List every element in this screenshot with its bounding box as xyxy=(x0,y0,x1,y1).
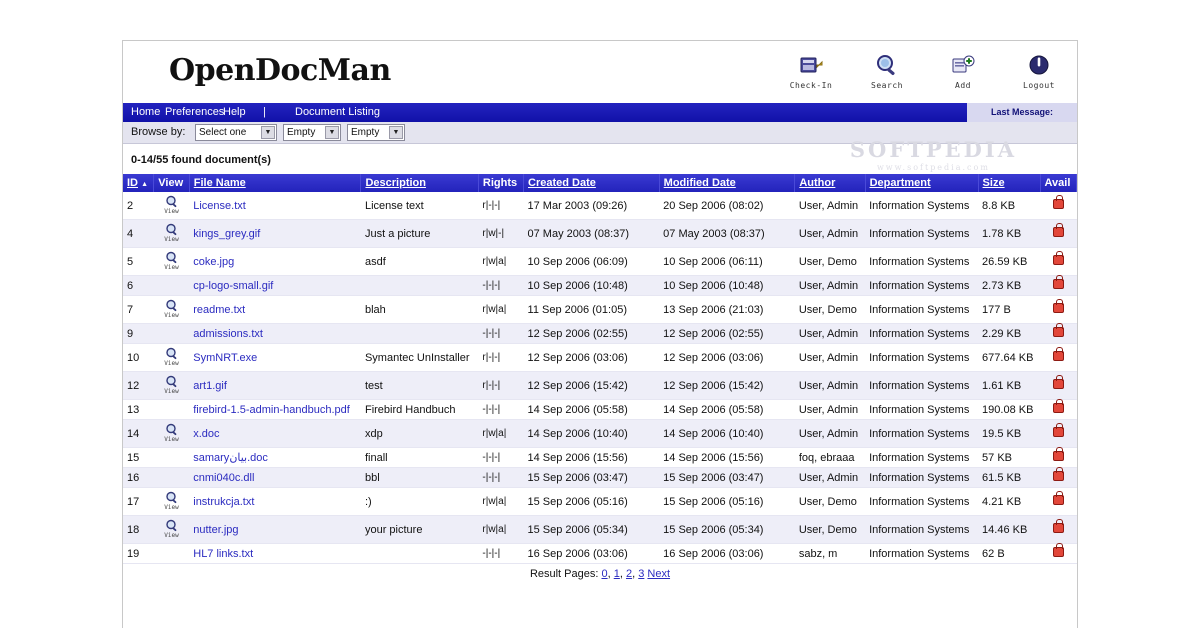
cell-size: 177 B xyxy=(978,296,1040,324)
cell-rights: r|w|a| xyxy=(478,488,523,516)
pager-next-link[interactable]: Next xyxy=(647,568,671,580)
table-body xyxy=(123,192,1077,564)
table-row xyxy=(123,324,1077,344)
pager-label: Result Pages: xyxy=(529,568,599,580)
document-list-table xyxy=(123,174,1077,564)
pager-page-3[interactable] xyxy=(635,568,644,580)
top-toolbar xyxy=(783,49,1067,90)
cell-description: your picture xyxy=(361,516,478,544)
cell-department: Information Systems xyxy=(865,420,978,448)
cell-file-name[interactable] xyxy=(189,448,361,468)
check-in-icon xyxy=(783,49,839,79)
cell-author: User, Admin xyxy=(795,344,865,372)
browse-select-two[interactable] xyxy=(283,124,341,141)
view-document-button[interactable] xyxy=(164,423,178,443)
table-row xyxy=(123,448,1077,468)
file-name-link[interactable]: License.txt xyxy=(193,199,246,212)
cell-view[interactable] xyxy=(154,488,189,516)
cell-modified-date: 15 Sep 2006 (03:47) xyxy=(659,468,795,488)
cell-department: Information Systems xyxy=(865,192,978,220)
cell-id: 12 xyxy=(123,372,154,400)
cell-view[interactable] xyxy=(154,372,189,400)
toolbar-logout-label: Logout xyxy=(1023,81,1055,90)
cell-file-name[interactable] xyxy=(189,420,361,448)
cell-author: User, Admin xyxy=(795,276,865,296)
column-header-id[interactable]: ID ▲ xyxy=(123,174,154,192)
view-document-button[interactable] xyxy=(164,299,178,319)
cell-file-name[interactable] xyxy=(189,344,361,372)
cell-description: License text xyxy=(361,192,478,220)
chevron-down-icon: ▼ xyxy=(325,126,339,139)
cell-created-date: 14 Sep 2006 (10:40) xyxy=(524,420,660,448)
watermark-subtext: www.softpedia.com xyxy=(876,163,990,172)
cell-modified-date: 14 Sep 2006 (15:56) xyxy=(659,448,795,468)
result-pager xyxy=(123,564,1077,586)
file-name-link[interactable]: HL7 links.txt xyxy=(193,547,254,560)
cell-file-name[interactable] xyxy=(189,296,361,324)
cell-view xyxy=(154,468,189,488)
nav-document-listing[interactable]: Document Listing xyxy=(295,106,380,118)
cell-avail xyxy=(1040,276,1077,296)
cell-file-name[interactable] xyxy=(189,192,361,220)
cell-description xyxy=(361,276,478,296)
browse-select-one[interactable] xyxy=(195,124,277,141)
cell-modified-date: 10 Sep 2006 (10:48) xyxy=(659,276,795,296)
cell-avail xyxy=(1040,420,1077,448)
table-row xyxy=(123,420,1077,448)
lock-icon xyxy=(1053,547,1064,557)
pager-links[interactable] xyxy=(601,568,670,580)
cell-rights: -|-|-| xyxy=(478,400,523,420)
cell-created-date: 14 Sep 2006 (05:58) xyxy=(524,400,660,420)
cell-modified-date: 14 Sep 2006 (05:58) xyxy=(659,400,795,420)
column-header-avail: Avail xyxy=(1040,174,1077,192)
cell-id: 16 xyxy=(123,468,154,488)
cell-size: 1.61 KB xyxy=(978,372,1040,400)
file-name-link[interactable]: cp-logo-small.gif xyxy=(193,279,274,292)
lock-icon xyxy=(1053,279,1064,289)
cell-author: User, Demo xyxy=(795,488,865,516)
cell-size: 190.08 KB xyxy=(978,400,1040,420)
column-header-rights: Rights xyxy=(478,174,523,192)
lock-icon xyxy=(1053,495,1064,505)
cell-modified-date: 12 Sep 2006 (15:42) xyxy=(659,372,795,400)
toolbar-search-label: Search xyxy=(871,81,903,90)
cell-avail xyxy=(1040,220,1077,248)
table-row xyxy=(123,488,1077,516)
cell-description xyxy=(361,324,478,344)
nav-preferences[interactable]: Preferences xyxy=(165,106,225,118)
file-name-link[interactable]: nutter.jpg xyxy=(193,523,239,536)
view-label: View xyxy=(164,264,179,271)
cell-description xyxy=(361,544,478,564)
cell-description: Firebird Handbuch xyxy=(361,400,478,420)
cell-view[interactable] xyxy=(154,220,189,248)
cell-file-name[interactable] xyxy=(189,248,361,276)
app-header xyxy=(123,41,1077,103)
view-label: View xyxy=(164,360,179,367)
view-document-button[interactable] xyxy=(164,223,178,243)
lock-icon xyxy=(1053,255,1064,265)
nav-help[interactable]: Help xyxy=(223,106,246,118)
watermark-text: SOFTPEDIA xyxy=(849,137,1017,162)
toolbar-check-in[interactable] xyxy=(783,49,839,90)
column-header-modified-date[interactable]: Modified Date xyxy=(659,174,795,192)
cell-created-date: 11 Sep 2006 (01:05) xyxy=(524,296,660,324)
view-label: View xyxy=(164,504,179,511)
cell-id: 5 xyxy=(123,248,154,276)
cell-view xyxy=(154,400,189,420)
cell-author: User, Admin xyxy=(795,372,865,400)
search-icon xyxy=(859,49,915,79)
file-name-link[interactable]: instrukcja.txt xyxy=(193,495,255,508)
lock-icon xyxy=(1053,451,1064,461)
cell-size: 4.21 KB xyxy=(978,488,1040,516)
cell-size: 19.5 KB xyxy=(978,420,1040,448)
column-header-file-name[interactable]: File Name xyxy=(189,174,361,192)
table-row xyxy=(123,400,1077,420)
file-name-link[interactable]: x.doc xyxy=(193,427,220,440)
cell-avail xyxy=(1040,488,1077,516)
browse-by-label: Browse by: xyxy=(131,126,186,138)
cell-file-name[interactable] xyxy=(189,516,361,544)
cell-file-name[interactable] xyxy=(189,488,361,516)
cell-description: Symantec UnInstaller xyxy=(361,344,478,372)
cell-department: Information Systems xyxy=(865,296,978,324)
table-header-row xyxy=(123,174,1077,192)
cell-author: User, Admin xyxy=(795,468,865,488)
cell-modified-date: 15 Sep 2006 (05:16) xyxy=(659,488,795,516)
browse-select-two-value: Empty xyxy=(287,127,316,138)
browse-bar xyxy=(123,122,1077,144)
cell-file-name[interactable] xyxy=(189,372,361,400)
cell-avail xyxy=(1040,192,1077,220)
pager-page-1[interactable]: 1, xyxy=(613,568,623,580)
cell-department: Information Systems xyxy=(865,324,978,344)
cell-size: 2.73 KB xyxy=(978,276,1040,296)
cell-created-date: 15 Sep 2006 (03:47) xyxy=(524,468,660,488)
table-row xyxy=(123,544,1077,564)
cell-view[interactable] xyxy=(154,516,189,544)
cell-author: User, Admin xyxy=(795,324,865,344)
pager-page-2[interactable]: 2, xyxy=(625,568,636,580)
cell-id: 13 xyxy=(123,400,154,420)
lock-icon xyxy=(1053,303,1064,313)
cell-author: User, Admin xyxy=(795,220,865,248)
cell-rights: -|-|-| xyxy=(478,276,523,296)
cell-file-name[interactable] xyxy=(189,544,361,564)
logout-icon xyxy=(1011,49,1067,79)
cell-created-date: 14 Sep 2006 (15:56) xyxy=(524,448,660,468)
file-name-link[interactable]: samaryبيان.doc xyxy=(193,452,268,464)
cell-author: User, Demo xyxy=(795,296,865,324)
view-label: View xyxy=(164,436,179,443)
cell-file-name[interactable] xyxy=(189,400,361,420)
file-name-link[interactable]: SymNRT.exe xyxy=(193,351,258,364)
cell-description: bbl xyxy=(361,468,478,488)
table-header xyxy=(123,174,1077,192)
cell-author: User, Admin xyxy=(795,420,865,448)
toolbar-logout[interactable] xyxy=(1011,49,1067,90)
pager-next[interactable] xyxy=(644,568,670,580)
table-row xyxy=(123,276,1077,296)
cell-rights: r|-|-| xyxy=(478,344,523,372)
file-name-link[interactable]: admissions.txt xyxy=(193,327,263,340)
file-name-link[interactable]: art1.gif xyxy=(193,379,227,392)
file-name-link[interactable]: firebird-1.5-admin-handbuch.pdf xyxy=(193,403,350,416)
cell-created-date: 17 Mar 2003 (09:26) xyxy=(524,192,660,220)
cell-author: User, Demo xyxy=(795,516,865,544)
cell-department: Information Systems xyxy=(865,516,978,544)
lock-icon xyxy=(1053,471,1064,481)
lock-icon xyxy=(1053,199,1064,209)
cell-size: 8.8 KB xyxy=(978,192,1040,220)
cell-created-date: 12 Sep 2006 (15:42) xyxy=(524,372,660,400)
cell-view xyxy=(154,544,189,564)
column-header-view: View xyxy=(154,174,189,192)
cell-view xyxy=(154,276,189,296)
cell-rights: r|w|a| xyxy=(478,296,523,324)
cell-id: 14 xyxy=(123,420,154,448)
cell-modified-date: 10 Sep 2006 (06:11) xyxy=(659,248,795,276)
cell-id: 6 xyxy=(123,276,154,296)
cell-created-date: 07 May 2003 (08:37) xyxy=(524,220,660,248)
cell-description: asdf xyxy=(361,248,478,276)
toolbar-add[interactable] xyxy=(935,49,991,90)
cell-rights: r|w|a| xyxy=(478,516,523,544)
toolbar-search[interactable] xyxy=(859,49,915,90)
cell-modified-date: 12 Sep 2006 (03:06) xyxy=(659,344,795,372)
cell-rights: -|-|-| xyxy=(478,544,523,564)
opendocman-window xyxy=(122,40,1078,628)
cell-department: Information Systems xyxy=(865,372,978,400)
cell-created-date: 16 Sep 2006 (03:06) xyxy=(524,544,660,564)
cell-modified-date: 12 Sep 2006 (02:55) xyxy=(659,324,795,344)
cell-id: 17 xyxy=(123,488,154,516)
table-row xyxy=(123,192,1077,220)
column-header-description[interactable]: Description xyxy=(361,174,478,192)
view-label: View xyxy=(164,312,179,319)
nav-home[interactable]: Home xyxy=(131,106,161,118)
cell-rights: r|w|a| xyxy=(478,420,523,448)
cell-size: 61.5 KB xyxy=(978,468,1040,488)
cell-created-date: 10 Sep 2006 (10:48) xyxy=(524,276,660,296)
lock-icon xyxy=(1053,227,1064,237)
sort-asc-icon: ▲ xyxy=(141,181,148,188)
cell-size: 26.59 KB xyxy=(978,248,1040,276)
app-logo xyxy=(169,53,391,88)
table-row xyxy=(123,516,1077,544)
cell-author: foq, ebraaa xyxy=(795,448,865,468)
view-document-button[interactable] xyxy=(164,491,178,511)
pager-page-link[interactable]: 1 xyxy=(613,568,620,580)
cell-avail xyxy=(1040,296,1077,324)
cell-id: 19 xyxy=(123,544,154,564)
cell-rights: -|-|-| xyxy=(478,468,523,488)
cell-id: 9 xyxy=(123,324,154,344)
browse-select-three-value: Empty xyxy=(351,127,380,138)
cell-id: 7 xyxy=(123,296,154,324)
lock-icon xyxy=(1053,523,1064,533)
cell-avail xyxy=(1040,468,1077,488)
cell-department: Information Systems xyxy=(865,220,978,248)
pager-page-link[interactable]: 0 xyxy=(601,568,608,580)
table-row xyxy=(123,296,1077,324)
view-document-button[interactable] xyxy=(164,195,178,215)
cell-view xyxy=(154,324,189,344)
lock-icon xyxy=(1053,427,1064,437)
table-row xyxy=(123,468,1077,488)
cell-size: 57 KB xyxy=(978,448,1040,468)
cell-file-name[interactable] xyxy=(189,276,361,296)
cell-rights: r|w|a| xyxy=(478,248,523,276)
column-header-created-date[interactable]: Created Date xyxy=(524,174,660,192)
cell-author: User, Demo xyxy=(795,248,865,276)
toolbar-check-in-label: Check-In xyxy=(789,81,833,90)
cell-department: Information Systems xyxy=(865,468,978,488)
cell-rights: -|-|-| xyxy=(478,448,523,468)
cell-modified-date: 14 Sep 2006 (10:40) xyxy=(659,420,795,448)
cell-avail xyxy=(1040,400,1077,420)
cell-view[interactable] xyxy=(154,296,189,324)
cell-id: 4 xyxy=(123,220,154,248)
cell-avail xyxy=(1040,248,1077,276)
chevron-down-icon: ▼ xyxy=(261,126,275,139)
table-row xyxy=(123,248,1077,276)
chevron-down-icon: ▼ xyxy=(389,126,403,139)
lock-icon xyxy=(1053,351,1064,361)
cell-id: 2 xyxy=(123,192,154,220)
file-name-link[interactable]: readme.txt xyxy=(193,303,246,316)
cell-description: blah xyxy=(361,296,478,324)
cell-created-date: 10 Sep 2006 (06:09) xyxy=(524,248,660,276)
main-navbar xyxy=(123,103,1077,122)
cell-department: Information Systems xyxy=(865,344,978,372)
cell-file-name[interactable] xyxy=(189,468,361,488)
cell-author: User, Admin xyxy=(795,400,865,420)
cell-description: xdp xyxy=(361,420,478,448)
cell-description: test xyxy=(361,372,478,400)
cell-avail xyxy=(1040,448,1077,468)
cell-file-name[interactable] xyxy=(189,220,361,248)
browse-select-three[interactable] xyxy=(347,124,405,141)
pager-page-0[interactable]: 0, xyxy=(601,568,611,580)
cell-view xyxy=(154,448,189,468)
cell-department: Information Systems xyxy=(865,488,978,516)
toolbar-add-label: Add xyxy=(955,81,971,90)
table-row xyxy=(123,220,1077,248)
nav-separator: | xyxy=(263,106,266,118)
cell-department: Information Systems xyxy=(865,248,978,276)
results-count: 0-14/55 found document(s) xyxy=(131,154,271,166)
column-header-size[interactable]: Size xyxy=(978,174,1040,192)
cell-rights: r|w|-| xyxy=(478,220,523,248)
cell-author: User, Admin xyxy=(795,192,865,220)
lock-icon xyxy=(1053,403,1064,413)
cell-description: Just a picture xyxy=(361,220,478,248)
cell-department: Information Systems xyxy=(865,276,978,296)
cell-created-date: 12 Sep 2006 (02:55) xyxy=(524,324,660,344)
view-document-button[interactable] xyxy=(164,347,178,367)
cell-modified-date: 13 Sep 2006 (21:03) xyxy=(659,296,795,324)
cell-view[interactable] xyxy=(154,192,189,220)
file-name-link[interactable]: kings_grey.gif xyxy=(193,227,261,240)
view-document-button[interactable] xyxy=(164,375,178,395)
cell-size: 2.29 KB xyxy=(978,324,1040,344)
pager-page-link[interactable]: 3 xyxy=(638,568,645,580)
file-name-link[interactable]: coke.jpg xyxy=(193,255,235,268)
cell-view[interactable] xyxy=(154,344,189,372)
cell-size: 1.78 KB xyxy=(978,220,1040,248)
cell-modified-date: 20 Sep 2006 (08:02) xyxy=(659,192,795,220)
column-header-department[interactable]: Department xyxy=(865,174,978,192)
cell-id: 18 xyxy=(123,516,154,544)
cell-modified-date: 07 May 2003 (08:37) xyxy=(659,220,795,248)
cell-author: sabz, m xyxy=(795,544,865,564)
cell-rights: -|-|-| xyxy=(478,324,523,344)
browse-select-one-value: Select one xyxy=(199,127,247,138)
column-header-author[interactable]: Author xyxy=(795,174,865,192)
view-document-button[interactable] xyxy=(164,519,178,539)
lock-icon xyxy=(1053,327,1064,337)
cell-created-date: 12 Sep 2006 (03:06) xyxy=(524,344,660,372)
cell-file-name[interactable] xyxy=(189,324,361,344)
cell-avail xyxy=(1040,544,1077,564)
app-logo-text: OpenDocMan xyxy=(169,53,391,88)
view-label: View xyxy=(164,532,179,539)
cell-description: :) xyxy=(361,488,478,516)
cell-size: 677.64 KB xyxy=(978,344,1040,372)
cell-size: 62 B xyxy=(978,544,1040,564)
cell-size: 14.46 KB xyxy=(978,516,1040,544)
table-row xyxy=(123,372,1077,400)
cell-avail xyxy=(1040,372,1077,400)
file-name-link[interactable]: cnmi040c.dll xyxy=(193,471,255,484)
cell-rights: r|-|-| xyxy=(478,372,523,400)
table-row xyxy=(123,344,1077,372)
cell-department: Information Systems xyxy=(865,544,978,564)
cell-department: Information Systems xyxy=(865,448,978,468)
cell-description: finall xyxy=(361,448,478,468)
cell-modified-date: 15 Sep 2006 (05:34) xyxy=(659,516,795,544)
cell-created-date: 15 Sep 2006 (05:34) xyxy=(524,516,660,544)
cell-view[interactable] xyxy=(154,420,189,448)
cell-id: 15 xyxy=(123,448,154,468)
cell-department: Information Systems xyxy=(865,400,978,420)
cell-avail xyxy=(1040,516,1077,544)
cell-modified-date: 16 Sep 2006 (03:06) xyxy=(659,544,795,564)
cell-avail xyxy=(1040,324,1077,344)
cell-avail xyxy=(1040,344,1077,372)
cell-created-date: 15 Sep 2006 (05:16) xyxy=(524,488,660,516)
cell-id: 10 xyxy=(123,344,154,372)
view-label: View xyxy=(164,236,179,243)
add-icon xyxy=(935,49,991,79)
pager-page-link[interactable]: 2 xyxy=(625,568,633,580)
cell-rights: r|-|-| xyxy=(478,192,523,220)
last-message-badge: Last Message: xyxy=(967,103,1077,122)
view-label: View xyxy=(164,208,179,215)
cell-view[interactable] xyxy=(154,248,189,276)
view-document-button[interactable] xyxy=(164,251,178,271)
view-label: View xyxy=(164,388,179,395)
lock-icon xyxy=(1053,379,1064,389)
